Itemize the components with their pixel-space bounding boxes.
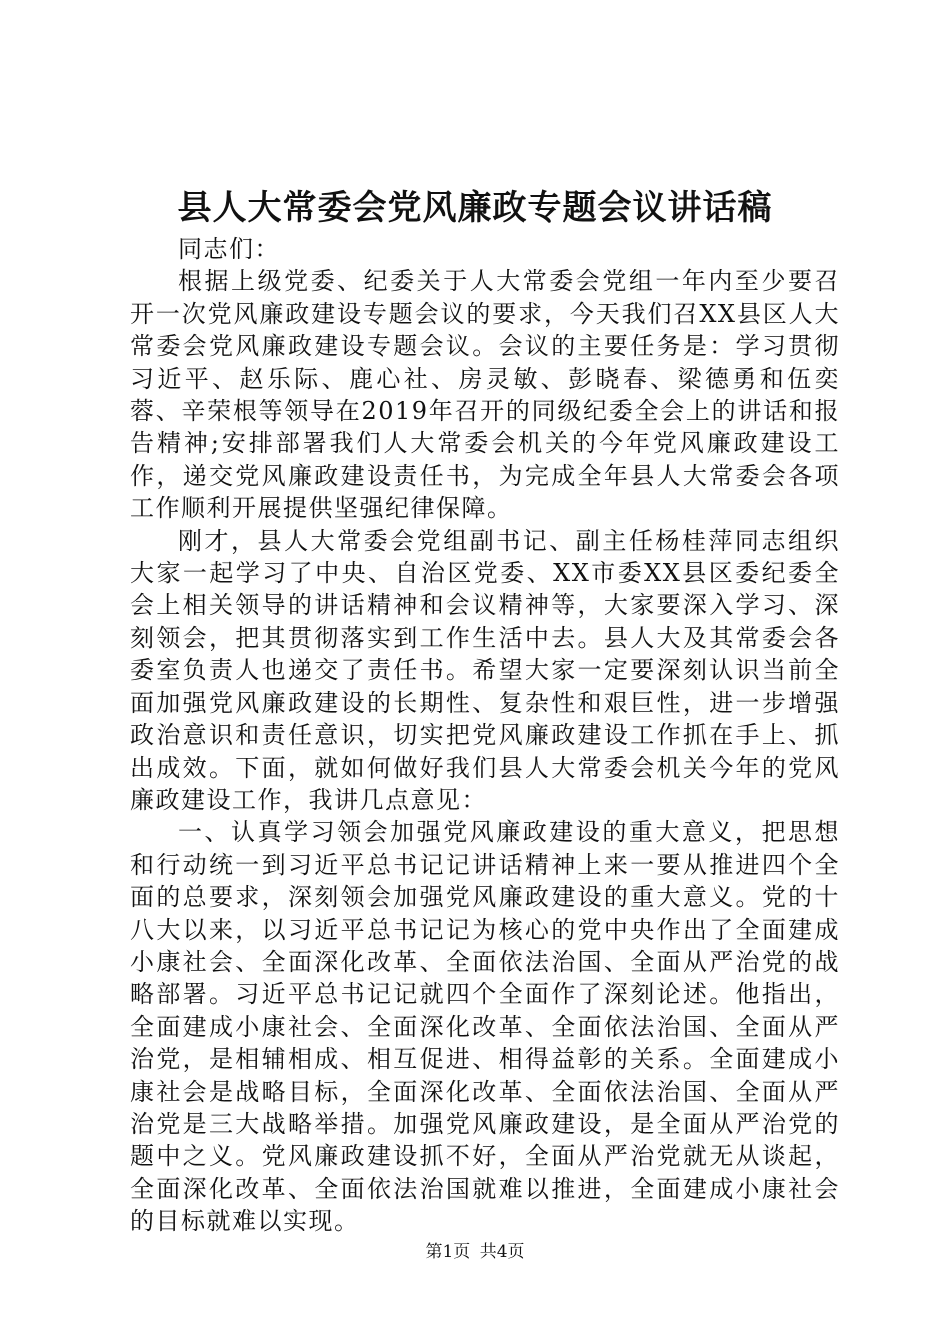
- paragraph-1: 根据上级党委、纪委关于人大常委会党组一年内至少要召开一次党风廉政建设专题会议的要求，今天我们召XX县区人大常委会党风廉政建设专题会议。会议的主要任务是：学习贯彻习近平、赵乐际、鹿心社、房灵敏、彭晓春、梁德勇和伍奕蓉、辛荣根等领导在2019年召开的同级纪委全会上的讲话和报告精神;安排部署我们人大常委会机关的今年党风廉政建设工作，递交党风廉政建设责任书，为完成全年县人大常委会各项工作顺利开展提供坚强纪律保障。: [130, 267, 840, 523]
- document-body: [130, 233, 840, 1238]
- paragraph-2: 刚才，县人大常委会党组副书记、副主任杨桂萍同志组织大家一起学习了中央、自治区党委、XX市委XX县区委纪委全会上相关领导的讲话精神和会议精神等，大家要深入学习、深刻领会，把其贯彻落实到工作生活中去。县人大及其常委会各委室负责人也递交了责任书。希望大家一定要深刻认识当前全面加强党风廉政建设的长期性、复杂性和艰巨性，进一步增强政治意识和责任意识，切实把党风廉政建设工作抓在手上、抓出成效。下面，就如何做好我们县人大常委会机关今年的党风廉政建设工作，我讲几点意见：: [130, 526, 840, 814]
- paragraph-3: 一、认真学习领会加强党风廉政建设的重大意义，把思想和行动统一到习近平总书记记讲话精神上来一要从推进四个全面的总要求，深刻领会加强党风廉政建设的重大意义。党的十八大以来，以习近平总书记记为核心的党中央作出了全面建成小康社会、全面深化改革、全面依法治国、全面从严治党的战略部署。习近平总书记记就四个全面作了深刻论述。他指出，全面建成小康社会、全面深化改革、全面依法治国、全面从严治党，是相辅相成、相互促进、相得益彰的关系。全面建成小康社会是战略目标，全面深化改革、全面依法治国、全面从严治党是三大战略举措。加强党风廉政建设，是全面从严治党的题中之义。党风廉政建设抓不好，全面从严治党就无从谈起，全面深化改革、全面依法治国就难以推进，全面建成小康社会的目标就难以实现。: [130, 818, 840, 1236]
- salutation: 同志们：: [178, 235, 280, 263]
- document-title: 县人大常委会党风廉政专题会议讲话稿: [177, 188, 773, 228]
- page-footer: 第1页 共4页: [425, 1242, 525, 1262]
